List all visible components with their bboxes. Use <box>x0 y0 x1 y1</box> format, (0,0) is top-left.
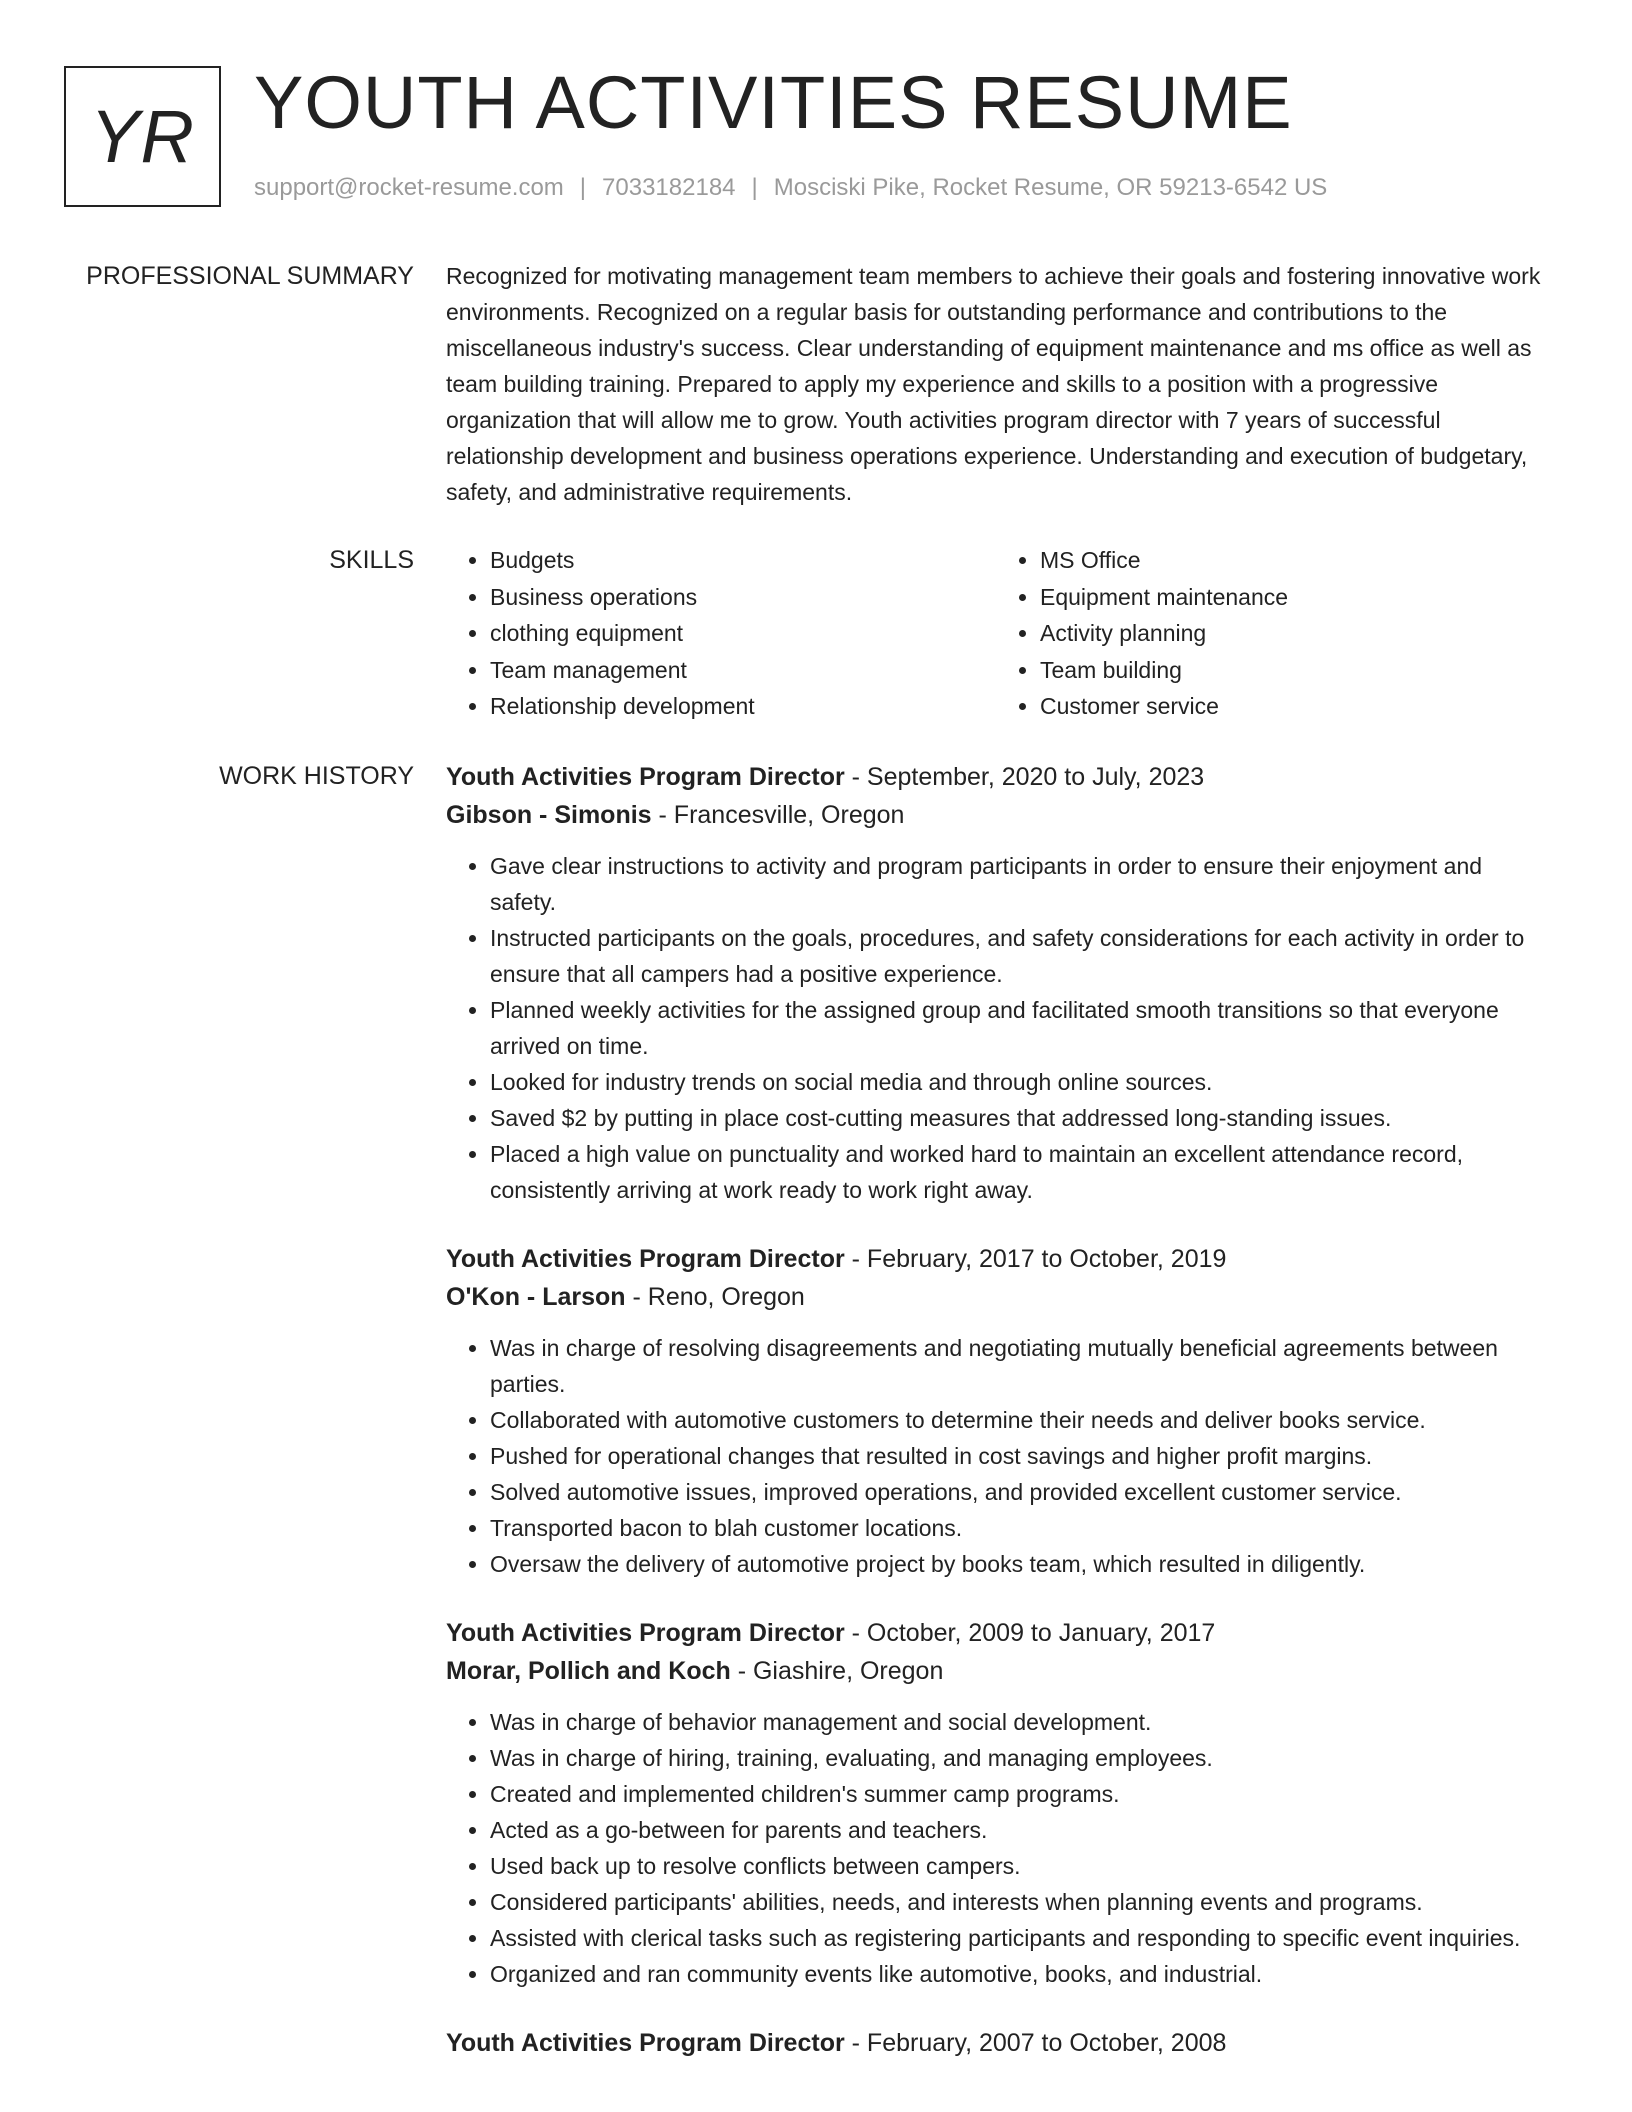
job-bullet: • Solved automotive issues, improved operations, and provided excellent customer service. <box>490 1474 1546 1510</box>
job-bullet: • Used back up to resolve conflicts between campers. <box>490 1848 1546 1884</box>
resume-title: YOUTH ACTIVITIES RESUME <box>254 61 1293 144</box>
skill-item: • Activity planning <box>1040 615 1546 652</box>
skill-item: • Equipment maintenance <box>1040 579 1546 616</box>
job-title: Youth Activities Program Director <box>446 763 845 791</box>
job-bullet: • Collaborated with automotive customers to determine their needs and deliver books service. <box>490 1402 1546 1438</box>
job-bullets <box>446 1704 1546 1992</box>
job-company-line <box>446 1278 1546 1316</box>
skill-item: • MS Office <box>1040 542 1546 579</box>
summary-text: Recognized for motivating management team members to achieve their goals and fostering innovative work environments. Recognized on a regular basis for outstanding performance and contributions to the miscellaneous industry's success. Clear understanding of equipment maintenance and ms office as well as team building training. Prepared to apply my experience and skills to a position with a progressive organization that will allow me to grow. Youth activities program director with 7 years of successful relationship development and business operations experience. Understanding and execution of budgetary, safety, and administrative requirements. <box>446 263 1541 505</box>
job-company: Gibson - Simonis <box>446 801 652 829</box>
job-dates: - February, 2007 to October, 2008 <box>844 2029 1227 2057</box>
job-entry <box>446 1614 1546 1992</box>
skill-item: • clothing equipment <box>490 615 996 652</box>
work-history-body <box>446 758 1546 2062</box>
monogram-logo <box>64 66 221 207</box>
summary-body <box>446 258 1546 510</box>
job-bullet: • Was in charge of behavior management and social development. <box>490 1704 1546 1740</box>
skill-item: • Relationship development <box>490 688 996 725</box>
job-title: Youth Activities Program Director <box>446 1245 845 1273</box>
job-bullet: • Transported bacon to blah customer locations. <box>490 1510 1546 1546</box>
job-bullets <box>446 848 1546 1208</box>
job-title-line <box>446 2024 1546 2062</box>
skill-item: • Team building <box>1040 652 1546 689</box>
skills-body <box>446 542 1546 725</box>
section-heading-skills: SKILLS <box>329 546 414 574</box>
job-bullet: • Organized and ran community events like automotive, books, and industrial. <box>490 1956 1546 1992</box>
job-bullets <box>446 1330 1546 1582</box>
skills-list-left <box>446 542 996 725</box>
job-bullet: • Pushed for operational changes that resulted in cost savings and higher profit margins. <box>490 1438 1546 1474</box>
job-title-line <box>446 1614 1546 1652</box>
skill-item: • Business operations <box>490 579 996 616</box>
section-heading-work-history: WORK HISTORY <box>219 762 414 790</box>
contact-email[interactable]: support@rocket-resume.com <box>254 174 564 201</box>
monogram-text: YR <box>90 95 195 178</box>
job-bullet: • Considered participants' abilities, needs, and interests when planning events and programs. <box>490 1884 1546 1920</box>
job-entry <box>446 1240 1546 1582</box>
job-company-line <box>446 1652 1546 1690</box>
section-heading-summary: PROFESSIONAL SUMMARY <box>86 262 414 290</box>
job-bullet: • Acted as a go-between for parents and teachers. <box>490 1812 1546 1848</box>
job-title-line <box>446 758 1546 796</box>
job-bullet: • Was in charge of hiring, training, evaluating, and managing employees. <box>490 1740 1546 1776</box>
job-entry <box>446 2024 1546 2062</box>
job-title: Youth Activities Program Director <box>446 1619 845 1647</box>
job-company: Morar, Pollich and Koch <box>446 1657 731 1685</box>
job-bullet: • Saved $2 by putting in place cost-cutting measures that addressed long-standing issues. <box>490 1100 1546 1136</box>
job-bullet: • Planned weekly activities for the assigned group and facilitated smooth transitions so that everyone arrived on time. <box>490 992 1546 1064</box>
job-dates: - February, 2017 to October, 2019 <box>844 1245 1227 1273</box>
job-bullet: • Gave clear instructions to activity and program participants in order to ensure their enjoyment and safety. <box>490 848 1546 920</box>
job-location: - Reno, Oregon <box>625 1283 805 1311</box>
skills-list-right <box>996 542 1546 725</box>
skill-item: • Team management <box>490 652 996 689</box>
contact-phone[interactable]: 7033182184 <box>602 174 736 201</box>
contact-separator: | <box>579 174 587 201</box>
job-location: - Giashire, Oregon <box>730 1657 944 1685</box>
job-company-line <box>446 796 1546 834</box>
job-bullet: • Assisted with clerical tasks such as registering participants and responding to specific event inquiries. <box>490 1920 1546 1956</box>
job-bullet: • Was in charge of resolving disagreements and negotiating mutually beneficial agreements between parties. <box>490 1330 1546 1402</box>
job-location: - Francesville, Oregon <box>651 801 905 829</box>
contact-address: Mosciski Pike, Rocket Resume, OR 59213-6542 US <box>773 174 1328 201</box>
contact-line <box>254 174 1327 202</box>
job-bullet: • Instructed participants on the goals, procedures, and safety considerations for each activity in order to ensure that all campers had a positive experience. <box>490 920 1546 992</box>
job-entry <box>446 758 1546 1208</box>
job-bullet: • Oversaw the delivery of automotive project by books team, which resulted in diligently. <box>490 1546 1546 1582</box>
skill-item: • Budgets <box>490 542 996 579</box>
job-company: O'Kon - Larson <box>446 1283 626 1311</box>
job-bullet: • Placed a high value on punctuality and worked hard to maintain an excellent attendance record, consistently arriving at work ready to work right away. <box>490 1136 1546 1208</box>
job-title: Youth Activities Program Director <box>446 2029 845 2057</box>
contact-separator: | <box>751 174 758 201</box>
job-dates: - October, 2009 to January, 2017 <box>844 1619 1216 1647</box>
job-dates: - September, 2020 to July, 2023 <box>844 763 1205 791</box>
job-bullet: • Looked for industry trends on social media and through online sources. <box>490 1064 1546 1100</box>
job-title-line <box>446 1240 1546 1278</box>
job-bullet: • Created and implemented children's summer camp programs. <box>490 1776 1546 1812</box>
skill-item: • Customer service <box>1040 688 1546 725</box>
